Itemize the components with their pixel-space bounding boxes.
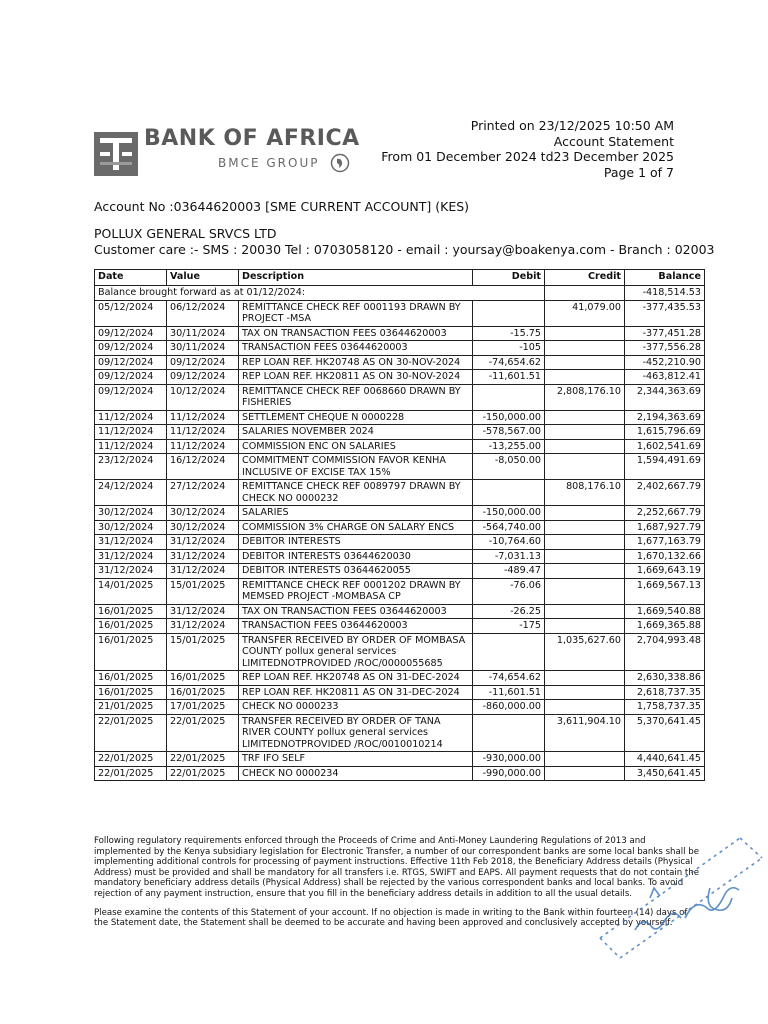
table-row [95, 384, 705, 410]
row-debit: -930,000.00 [473, 752, 545, 767]
row-balance: 1,602,541.69 [625, 439, 705, 454]
bank-logo [94, 126, 364, 178]
row-balance: 2,194,363.69 [625, 410, 705, 425]
row-debit: -8,050.00 [473, 454, 545, 480]
row-credit [545, 700, 625, 715]
footer-regulatory-notice: Following regulatory requirements enforced through the Proceeds of Crime and Anti-Money Laundering Regulations of 2013 and implemented by the Kenya subsidiary legislation for Electronic Transfer, a number of our correspondent banks are some local banks shall be implementing additional controls for processing of payment instructions. Effective 11th Feb 2018, the Beneficiary Address details (Physical Address) must be provided and shall be mandatory for all transfers i.e. RTGS, SWIFT and EAPS. All payment requests that do not contain the mandatory beneficiary address details (Physical Address) shall be rejected by the various correspondent banks and local banks. To avoid rejection of any payment instruction, ensure that you fill in the beneficiary address details in addition to all the usual details. [94, 836, 700, 899]
row-date: 23/12/2024 [95, 454, 167, 480]
row-description: SALARIES [239, 506, 473, 521]
row-description: SETTLEMENT CHEQUE N 0000228 [239, 410, 473, 425]
brought-forward-label: Balance brought forward as at 01/12/2024: [95, 286, 545, 301]
row-debit: -860,000.00 [473, 700, 545, 715]
row-value-date: 11/12/2024 [167, 439, 239, 454]
row-value-date: 31/12/2024 [167, 604, 239, 619]
bank-emblem-icon [94, 132, 138, 176]
printed-on: Printed on 23/12/2025 10:50 AM [470, 118, 674, 133]
row-value-date: 15/01/2025 [167, 578, 239, 604]
statement-period: From 01 December 2024 td23 December 2025 [381, 149, 674, 164]
row-credit [545, 671, 625, 686]
table-row [95, 766, 705, 781]
row-value-date: 15/01/2025 [167, 633, 239, 671]
row-description: CHECK NO 0000234 [239, 766, 473, 781]
row-debit: -175 [473, 619, 545, 634]
row-date: 16/01/2025 [95, 633, 167, 671]
row-credit [545, 439, 625, 454]
row-value-date: 30/12/2024 [167, 520, 239, 535]
row-date: 31/12/2024 [95, 564, 167, 579]
row-balance: 1,669,567.13 [625, 578, 705, 604]
row-value-date: 11/12/2024 [167, 425, 239, 440]
row-date: 09/12/2024 [95, 370, 167, 385]
row-credit [545, 355, 625, 370]
row-description: REMITTANCE CHECK REF 0001193 DRAWN BY PROJECT -MSA [239, 300, 473, 326]
header-credit: Credit [545, 270, 625, 286]
row-description: CHECK NO 0000233 [239, 700, 473, 715]
row-description: DEBITOR INTERESTS 03644620030 [239, 549, 473, 564]
row-balance: -463,812.41 [625, 370, 705, 385]
table-row [95, 549, 705, 564]
row-balance: 1,594,491.69 [625, 454, 705, 480]
table-row [95, 535, 705, 550]
row-description: TRANSACTION FEES 03644620003 [239, 619, 473, 634]
row-debit [473, 300, 545, 326]
row-credit [545, 520, 625, 535]
row-description: TRANSACTION FEES 03644620003 [239, 341, 473, 356]
row-debit: -578,567.00 [473, 425, 545, 440]
row-date: 11/12/2024 [95, 410, 167, 425]
table-row [95, 300, 705, 326]
table-row [95, 671, 705, 686]
row-balance: 2,252,667.79 [625, 506, 705, 521]
row-credit: 1,035,627.60 [545, 633, 625, 671]
table-row [95, 578, 705, 604]
row-value-date: 31/12/2024 [167, 619, 239, 634]
row-debit: -150,000.00 [473, 410, 545, 425]
row-description: REP LOAN REF. HK20748 AS ON 30-NOV-2024 [239, 355, 473, 370]
row-date: 16/01/2025 [95, 685, 167, 700]
row-value-date: 22/01/2025 [167, 766, 239, 781]
row-balance: -377,556.28 [625, 341, 705, 356]
row-credit [545, 578, 625, 604]
row-description: COMMISSION 3% CHARGE ON SALARY ENCS [239, 520, 473, 535]
row-description: DEBITOR INTERESTS 03644620055 [239, 564, 473, 579]
row-description: REMITTANCE CHECK REF 0068660 DRAWN BY FISHERIES [239, 384, 473, 410]
row-balance: -377,435.53 [625, 300, 705, 326]
table-row [95, 685, 705, 700]
row-value-date: 16/01/2025 [167, 685, 239, 700]
row-credit: 3,611,904.10 [545, 714, 625, 752]
row-value-date: 06/12/2024 [167, 300, 239, 326]
customer-care: Customer care :- SMS : 20030 Tel : 0703058120 - email : yoursay@boakenya.com - Branch : 02003 [94, 241, 715, 257]
header-balance: Balance [625, 270, 705, 286]
row-credit: 808,176.10 [545, 480, 625, 506]
row-credit [545, 549, 625, 564]
brought-forward-row [95, 286, 705, 301]
table-row [95, 604, 705, 619]
statement-header [381, 118, 674, 180]
row-debit: -11,601.51 [473, 370, 545, 385]
row-balance: 4,440,641.45 [625, 752, 705, 767]
row-date: 14/01/2025 [95, 578, 167, 604]
row-debit: -74,654.62 [473, 355, 545, 370]
row-credit [545, 370, 625, 385]
row-description: TAX ON TRANSACTION FEES 03644620003 [239, 604, 473, 619]
row-date: 16/01/2025 [95, 671, 167, 686]
row-description: REP LOAN REF. HK20811 AS ON 31-DEC-2024 [239, 685, 473, 700]
row-description: REMITTANCE CHECK REF 0001202 DRAWN BY MEMSED PROJECT -MOMBASA CP [239, 578, 473, 604]
row-description: REP LOAN REF. HK20748 AS ON 31-DEC-2024 [239, 671, 473, 686]
row-debit [473, 384, 545, 410]
row-description: REMITTANCE CHECK REF 0089797 DRAWN BY CHECK NO 0000232 [239, 480, 473, 506]
row-date: 30/12/2024 [95, 506, 167, 521]
row-date: 09/12/2024 [95, 355, 167, 370]
bank-seal-icon [330, 153, 350, 173]
row-date: 22/01/2025 [95, 752, 167, 767]
row-debit: -105 [473, 341, 545, 356]
row-description: REP LOAN REF. HK20811 AS ON 30-NOV-2024 [239, 370, 473, 385]
transactions-table [94, 269, 705, 781]
row-debit: -489.47 [473, 564, 545, 579]
table-row [95, 480, 705, 506]
row-credit [545, 766, 625, 781]
customer-name: POLLUX GENERAL SRVCS LTD [94, 226, 277, 241]
row-credit: 2,808,176.10 [545, 384, 625, 410]
row-date: 11/12/2024 [95, 439, 167, 454]
row-debit: -11,601.51 [473, 685, 545, 700]
row-credit [545, 454, 625, 480]
row-balance: 1,669,540.88 [625, 604, 705, 619]
row-date: 22/01/2025 [95, 714, 167, 752]
table-row [95, 370, 705, 385]
row-debit [473, 480, 545, 506]
page-number: Page 1 of 7 [603, 164, 674, 180]
table-row [95, 619, 705, 634]
ink-stamp-icon [590, 818, 768, 968]
row-value-date: 11/12/2024 [167, 410, 239, 425]
table-row [95, 410, 705, 425]
table-row [95, 326, 705, 341]
row-value-date: 10/12/2024 [167, 384, 239, 410]
row-credit [545, 506, 625, 521]
row-credit [545, 619, 625, 634]
table-row [95, 454, 705, 480]
row-balance: 1,677,163.79 [625, 535, 705, 550]
row-description: TRANSFER RECEIVED BY ORDER OF MOMBASA COUNTY pollux general services LIMITEDNOTPROVIDED /ROC/0000055685 [239, 633, 473, 671]
row-date: 11/12/2024 [95, 425, 167, 440]
row-credit [545, 604, 625, 619]
row-value-date: 22/01/2025 [167, 714, 239, 752]
row-description: COMMITMENT COMMISSION FAVOR KENHA INCLUSIVE OF EXCISE TAX 15% [239, 454, 473, 480]
row-debit: -76.06 [473, 578, 545, 604]
row-date: 31/12/2024 [95, 535, 167, 550]
row-debit: -150,000.00 [473, 506, 545, 521]
table-row [95, 520, 705, 535]
row-balance: 3,450,641.45 [625, 766, 705, 781]
table-row [95, 633, 705, 671]
row-balance: 1,615,796.69 [625, 425, 705, 440]
table-row [95, 564, 705, 579]
table-row [95, 425, 705, 440]
row-date: 21/01/2025 [95, 700, 167, 715]
row-balance: 2,618,737.35 [625, 685, 705, 700]
row-date: 24/12/2024 [95, 480, 167, 506]
row-date: 09/12/2024 [95, 384, 167, 410]
row-value-date: 16/01/2025 [167, 671, 239, 686]
table-row [95, 506, 705, 521]
row-credit [545, 425, 625, 440]
row-balance: -452,210.90 [625, 355, 705, 370]
row-date: 30/12/2024 [95, 520, 167, 535]
row-debit: -990,000.00 [473, 766, 545, 781]
row-description: TAX ON TRANSACTION FEES 03644620003 [239, 326, 473, 341]
row-debit: -13,255.00 [473, 439, 545, 454]
table-row [95, 752, 705, 767]
row-debit: -564,740.00 [473, 520, 545, 535]
table-row [95, 700, 705, 715]
row-date: 16/01/2025 [95, 604, 167, 619]
row-credit [545, 752, 625, 767]
row-value-date: 09/12/2024 [167, 370, 239, 385]
row-credit [545, 341, 625, 356]
row-debit: -10,764.60 [473, 535, 545, 550]
header-debit: Debit [473, 270, 545, 286]
row-value-date: 17/01/2025 [167, 700, 239, 715]
row-debit: -26.25 [473, 604, 545, 619]
row-date: 05/12/2024 [95, 300, 167, 326]
row-debit: -15.75 [473, 326, 545, 341]
row-balance: 5,370,641.45 [625, 714, 705, 752]
row-balance: 2,630,338.86 [625, 671, 705, 686]
header-date: Date [95, 270, 167, 286]
row-value-date: 31/12/2024 [167, 549, 239, 564]
row-description: COMMISSION ENC ON SALARIES [239, 439, 473, 454]
row-debit [473, 633, 545, 671]
row-value-date: 31/12/2024 [167, 564, 239, 579]
bank-name: BANK OF AFRICA [144, 126, 360, 151]
row-balance: 1,670,132.66 [625, 549, 705, 564]
row-debit: -7,031.13 [473, 549, 545, 564]
row-balance: 2,704,993.48 [625, 633, 705, 671]
row-description: DEBITOR INTERESTS [239, 535, 473, 550]
row-balance: 2,402,667.79 [625, 480, 705, 506]
table-row [95, 439, 705, 454]
row-credit [545, 685, 625, 700]
row-balance: 1,758,737.35 [625, 700, 705, 715]
row-balance: 2,344,363.69 [625, 384, 705, 410]
header-description: Description [239, 270, 473, 286]
table-row [95, 714, 705, 752]
account-number: Account No :03644620003 [SME CURRENT ACCOUNT] (KES) [94, 199, 470, 214]
row-value-date: 30/11/2024 [167, 326, 239, 341]
row-balance: 1,669,365.88 [625, 619, 705, 634]
row-value-date: 09/12/2024 [167, 355, 239, 370]
row-debit: -74,654.62 [473, 671, 545, 686]
table-row [95, 341, 705, 356]
row-value-date: 22/01/2025 [167, 752, 239, 767]
row-value-date: 16/12/2024 [167, 454, 239, 480]
bank-group: BMCE GROUP [218, 156, 320, 170]
row-credit: 41,079.00 [545, 300, 625, 326]
row-value-date: 27/12/2024 [167, 480, 239, 506]
row-description: SALARIES NOVEMBER 2024 [239, 425, 473, 440]
row-credit [545, 326, 625, 341]
row-date: 22/01/2025 [95, 766, 167, 781]
table-header-row [95, 270, 705, 286]
row-date: 09/12/2024 [95, 326, 167, 341]
row-balance: -377,451.28 [625, 326, 705, 341]
row-date: 31/12/2024 [95, 549, 167, 564]
brought-forward-credit [545, 286, 625, 301]
row-credit [545, 535, 625, 550]
row-date: 16/01/2025 [95, 619, 167, 634]
header-value: Value [167, 270, 239, 286]
footer-examine-notice: Please examine the contents of this Statement of your account. If no objection is made in writing to the Bank within fourteen (14) days of the Statement date, the Statement shall be deemed to be accurate and having been approved and conclusively accepted by yourself. [94, 907, 688, 929]
row-credit [545, 410, 625, 425]
document-type: Account Statement [553, 133, 674, 149]
row-balance: 1,669,643.19 [625, 564, 705, 579]
customer-info [94, 226, 714, 257]
row-value-date: 31/12/2024 [167, 535, 239, 550]
table-row [95, 355, 705, 370]
brought-forward-balance: -418,514.53 [625, 286, 705, 301]
row-value-date: 30/12/2024 [167, 506, 239, 521]
row-value-date: 30/11/2024 [167, 341, 239, 356]
row-date: 09/12/2024 [95, 341, 167, 356]
row-credit [545, 564, 625, 579]
row-balance: 1,687,927.79 [625, 520, 705, 535]
row-description: TRANSFER RECEIVED BY ORDER OF TANA RIVER COUNTY pollux general services LIMITEDNOTPROVIDED /ROC/0010010214 [239, 714, 473, 752]
row-description: TRF IFO SELF [239, 752, 473, 767]
row-debit [473, 714, 545, 752]
